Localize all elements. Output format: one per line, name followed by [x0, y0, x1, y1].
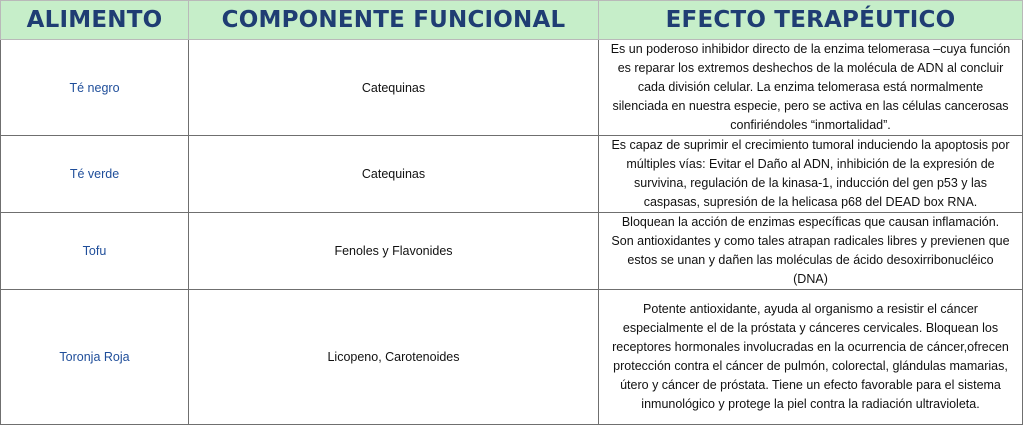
table-row: [1, 290, 1023, 425]
effect-cell: Potente antioxidante, ayuda al organismo a resistir el cáncer especialmente el de la próstata y cánceres cervicales. Bloquean los receptores hormonales involucradas en la ocurrencia de cáncer,ofrecen protección contra el cáncer de pulmón, colorectal, glándulas mamarias, útero y cáncer de próstata. Tiene un efecto favorable para el sistema inmunológico y protege la piel contra la radiación ultravioleta.: [599, 290, 1023, 425]
table-row: [1, 136, 1023, 213]
effect-cell: Es capaz de suprimir el crecimiento tumoral induciendo la apoptosis por múltiples vías: Evitar el Daño al ADN, inhibición de la expresión de survivina, regulación de la kinasa-1, inducción del gen p53 y las caspasas, supresión de la helicasa p68 del DEAD box RNA.: [599, 136, 1023, 213]
header-row: [1, 1, 1023, 40]
component-cell: Fenoles y Flavonides: [189, 213, 599, 290]
effect-cell: Bloquean la acción de enzimas específicas que causan inflamación. Son antioxidantes y como tales atrapan radicales libres y previenen que estos se unan y dañen las moléculas de ácido desoxirribonucléico (DNA): [599, 213, 1023, 290]
component-cell: Licopeno, Carotenoides: [189, 290, 599, 425]
component-cell: Catequinas: [189, 40, 599, 136]
component-cell: Catequinas: [189, 136, 599, 213]
food-cell: Té verde: [1, 136, 189, 213]
header-effect: EFECTO TERAPÉUTICO: [599, 1, 1023, 40]
header-component: COMPONENTE FUNCIONAL: [189, 1, 599, 40]
food-cell: Tofu: [1, 213, 189, 290]
food-cell: Té negro: [1, 40, 189, 136]
header-food: ALIMENTO: [1, 1, 189, 40]
food-cell: Toronja Roja: [1, 290, 189, 425]
table-row: [1, 40, 1023, 136]
table-row: [1, 213, 1023, 290]
effect-cell: Es un poderoso inhibidor directo de la enzima telomerasa –cuya función es reparar los extremos deshechos de la molécula de ADN al concluir cada división celular. La enzima telomerasa está normalmente silenciada en nuestra especie, pero se activa en las células cancerosas confiriéndoles “inmortalidad”.: [599, 40, 1023, 136]
